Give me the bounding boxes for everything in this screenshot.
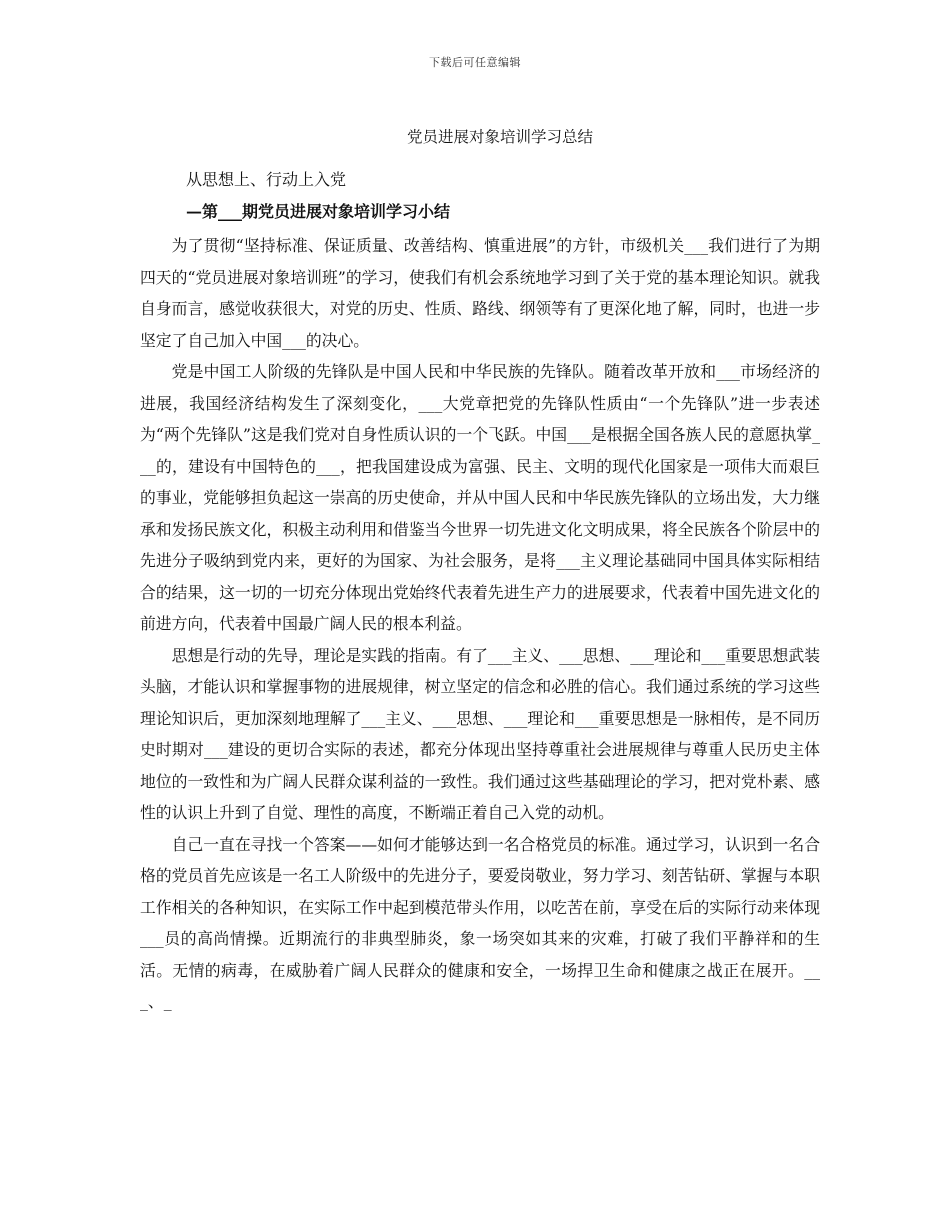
section-heading: —第___期党员进展对象培训学习小结 [186,202,451,221]
document-subtitle: 从思想上、行动上入党 [186,170,347,189]
document-title: 党员进展对象培训学习总结 [406,128,593,146]
body-text [140,230,820,1018]
paragraph: 思想是行动的先导，理论是实践的指南。有了___主义、___思想、___理论和___重要思想武装头脑，才能认识和掌握事物的进展规律，树立坚定的信念和必胜的信心。我们通过系统的学习这些理论知识后，更加深刻地理解了___主义、___思想、___理论和___重要思想是一脉相传，是不同历史时期对___建设的更切合实际的表述，都充分体现出坚持尊重社会进展规律与尊重人民历史主体地位的一致性和为广阔人民群众谋利益的一致性。我们通过这些基础理论的学习，把对党朴素、感性的认识上升到了自觉、理性的高度，不断端正着自己入党的动机。 [140,645,820,822]
header-note: 下载后可任意编辑 [429,56,521,69]
paragraph: 党是中国工人阶级的先锋队是中国人民和中华民族的先锋队。随着改革开放和___市场经济的进展，我国经济结构发生了深刻变化，___大党章把党的先锋队性质由“一个先锋队”进一步表述为“两个先锋队”这是我们党对自身性质认识的一个飞跃。中国___是根据全国各族人民的意愿执掌___的，建设有中国特色的___，把我国建设成为富强、民主、文明的现代化国家是一项伟大而艰巨的事业，党能够担负起这一崇高的历史使命，并从中国人民和中华民族先锋队的立场出发，大力继承和发扬民族文化，积极主动利用和借鉴当今世界一切先进文化文明成果，将全民族各个阶层中的先进分子吸纳到党内来，更好的为国家、为社会服务，是将___主义理论基础同中国具体实际相结合的结果，这一切的一切充分体现出党始终代表着先进生产力的进展要求，代表着中国先进文化的前进方向，代表着中国最广阔人民的根本利益。 [140,362,820,633]
paragraph: 为了贯彻“坚持标准、保证质量、改善结构、慎重进展”的方针，市级机关___我们进行了为期四天的“党员进展对象培训班”的学习，使我们有机会系统地学习到了关于党的基本理论知识。就我自身而言，感觉收获很大，对党的历史、性质、路线、纲领等有了更深化地了解，同时，也进一步坚定了自己加入中国___的决心。 [140,236,820,350]
paragraph: 自己一直在寻找一个答案——如何才能够达到一名合格党员的标准。通过学习，认识到一名合格的党员首先应该是一名工人阶级中的先进分子，要爱岗敬业，努力学习、刻苦钻研、掌握与本职工作相关的各种知识，在实际工作中起到模范带头作用，以吃苦在前，享受在后的实际行动来体现___员的高尚情操。近期流行的非典型肺炎，象一场突如其来的灾难，打破了我们平静祥和的生活。无情的病毒，在威胁着广阔人民群众的健康和安全，一场捍卫生命和健康之战正在展开。___、_ [140,834,820,1011]
